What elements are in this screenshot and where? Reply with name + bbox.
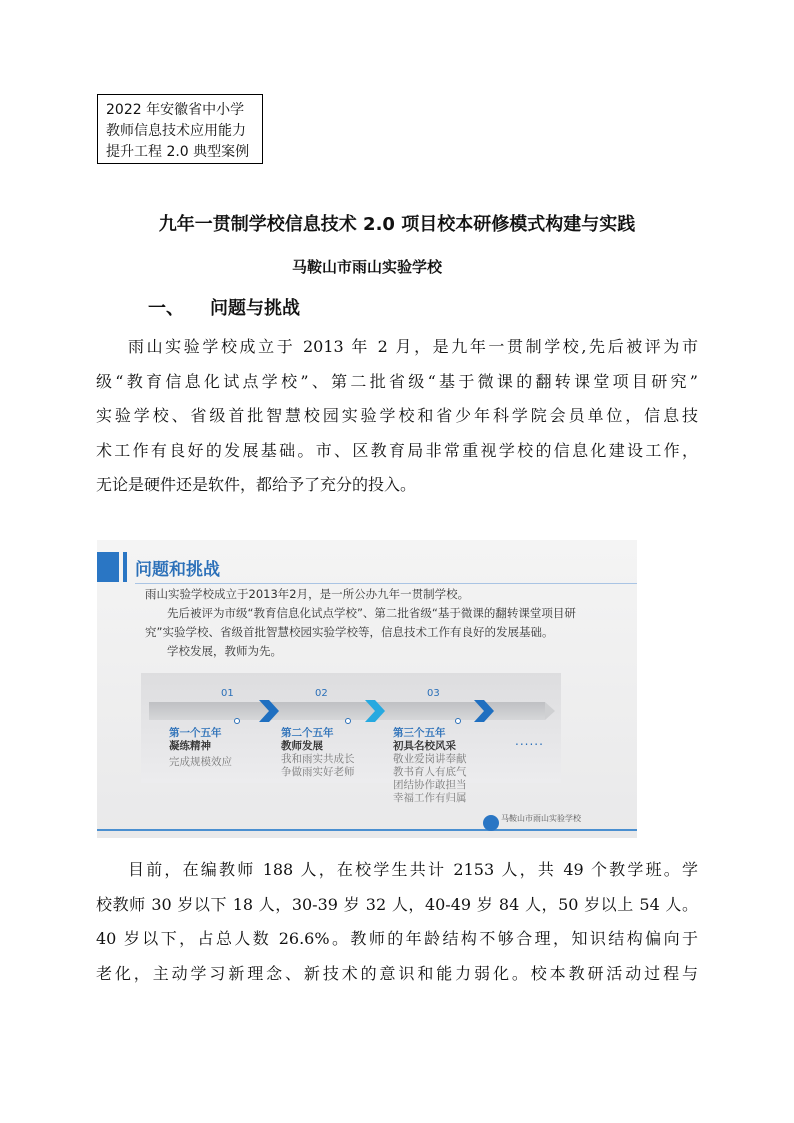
slide-line: 学校发展，教师为先。 [167, 644, 282, 658]
slide-header-rule [135, 583, 637, 584]
section-heading-1 [148, 294, 300, 320]
stage-subtitle: 教师发展 [281, 740, 323, 752]
timeline-dot [345, 718, 351, 724]
slide-title: 问题和挑战 [135, 560, 220, 580]
section-title: 问题与挑战 [210, 298, 300, 319]
stage-2 [281, 727, 355, 779]
stage-number: 03 [427, 688, 440, 699]
paragraph-1 [96, 330, 698, 503]
chevron-right-icon [257, 700, 279, 722]
slide-line: 先后被评为市级“教育信息化试点学校”、第二批省级“基于微课的翻转课堂项目研 [167, 606, 576, 620]
stage-item: 完成规模效应 [169, 756, 232, 768]
paragraph-line: 级“教育信息化试点学校”、第二批省级“基于微课的翻转课堂项目研究” [96, 371, 698, 391]
stage-subtitle: 初具名校风采 [393, 740, 456, 752]
stage-title: 第三个五年 [393, 727, 446, 739]
timeline-arrow-end [545, 702, 555, 720]
stage-item: 团结协作敢担当 [393, 779, 467, 791]
chevron-right-icon [363, 700, 385, 722]
case-label-box [97, 94, 263, 164]
slide-line: 究”实验学校、省级首批智慧校园实验学校等，信息技术工作有良好的发展基础。 [145, 625, 554, 639]
case-label-line: 教师信息技术应用能力 [106, 123, 246, 139]
stage-number: 02 [315, 688, 328, 699]
stage-title: 第一个五年 [169, 727, 222, 739]
slide-text [145, 585, 625, 661]
paragraph-2 [96, 853, 698, 991]
timeline-dot [455, 718, 461, 724]
paragraph-line: 老化，主动学习新理念、新技术的意识和能力弱化。校本教研活动过程与 [96, 963, 698, 983]
case-label-line: 提升工程 2.0 典型案例 [106, 144, 250, 160]
stage-1 [169, 727, 232, 769]
paragraph-line: 40 岁以下，占总人数 26.6%。教师的年龄结构不够合理，知识结构偏向于 [96, 929, 698, 948]
paragraph-line: 实验学校、省级首批智慧校园实验学校和省少年科学院会员单位，信息技 [96, 406, 698, 425]
paragraph-line: 目前，在编教师 188 人，在校学生共计 2153 人，共 49 个教学班。学 [128, 860, 698, 879]
school-logo-text: 马鞍山市雨山实验学校 [501, 814, 581, 823]
case-label-line: 2022 年安徽省中小学 [106, 102, 245, 118]
paragraph-line: 术工作有良好的发展基础。市、区教育局非常重视学校的信息化建设工作， [96, 440, 698, 460]
stage-title: 第二个五年 [281, 727, 334, 739]
paragraph-line: 校教师 30 岁以下 18 人，30-39 岁 32 人，40-49 岁 84 人，50 岁以上 54 人。 [96, 894, 698, 914]
timeline-more: ...... [515, 734, 544, 748]
timeline-dot [234, 718, 240, 724]
paragraph-line: 雨山实验学校成立于 2013 年 2 月，是九年一贯制学校,先后被评为市 [128, 337, 698, 356]
stage-number: 01 [221, 688, 234, 699]
document-author: 马鞍山市雨山实验学校 [291, 258, 442, 276]
document-title: 九年一贯制学校信息技术 2.0 项目校本研修模式构建与实践 [158, 214, 636, 235]
stage-item: 敬业爱岗讲奉献 [393, 753, 467, 765]
slide-line: 雨山实验学校成立于2013年2月，是一所公办九年一贯制学校。 [145, 587, 470, 601]
chevron-right-icon [472, 700, 494, 722]
school-logo-icon [483, 815, 499, 831]
slide-header-bar [97, 552, 119, 582]
stage-item: 幸福工作有归属 [393, 792, 467, 804]
slide-header-bar [123, 552, 127, 582]
stage-item: 争做雨实好老师 [281, 766, 355, 778]
stage-item: 我和雨实共成长 [281, 753, 355, 765]
stage-3 [393, 727, 467, 805]
slide-image [97, 540, 637, 838]
paragraph-line: 无论是硬件还是软件，都给予了充分的投入。 [96, 475, 417, 494]
section-number: 一、 [148, 298, 184, 319]
stage-item: 教书育人有底气 [393, 766, 467, 778]
slide-header [97, 552, 637, 582]
slide-footer-rule [97, 829, 637, 831]
stage-subtitle: 凝练精神 [169, 740, 211, 752]
